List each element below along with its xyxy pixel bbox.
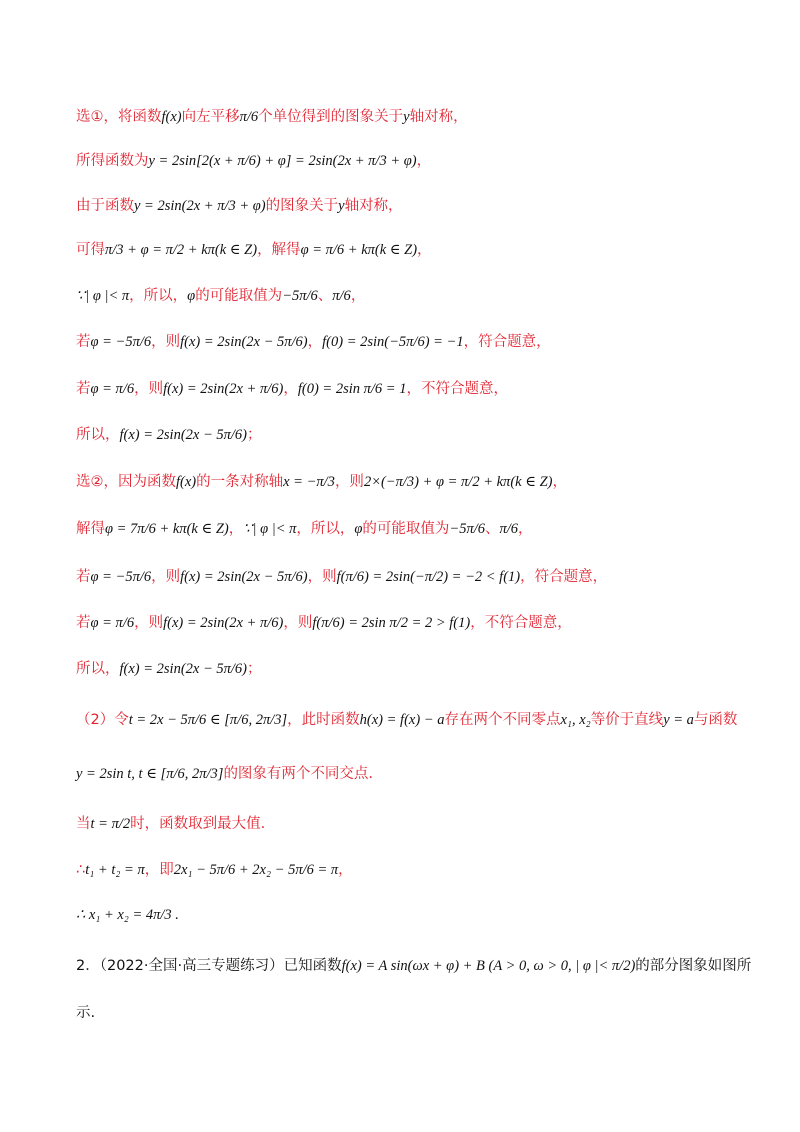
text-segment: ， [338,862,353,878]
text-segment: 示. [76,1005,96,1021]
text-segment: 、 [317,288,333,304]
math-expression: π/6 [499,521,519,537]
text-segment: ，则 [134,615,164,631]
math-expression: y [338,198,345,214]
text-segment: ， [416,153,432,169]
math-expression: f(x) [161,109,182,125]
math-expression: φ = 7π/6 + kπ(k ∈ Z) [105,521,229,537]
math-expression: t = 2x − 5π/6 ∈ [π/6, 2π/3] [128,712,288,728]
math-expression: ∴ x₁ + x₂ = 4π/3 . [76,907,179,923]
text-segment: （2）令 [76,712,129,728]
text-segment: ，则 [134,381,164,397]
text-segment: 所以， [76,661,120,677]
text-segment: 轴对称， [409,109,468,125]
text-segment: 所得函数为 [76,153,149,169]
text-segment: 的图象关于 [265,198,339,214]
text-segment: 当 [76,816,91,832]
text-line-12 [76,614,760,633]
text-segment: ，解得 [257,242,301,258]
text-segment: 的部分图象如图所 [635,958,752,974]
text-segment: ，不符合题意， [470,615,572,631]
text-segment: ， [283,381,298,397]
text-segment: 、 [485,521,500,537]
math-expression: π/3 + φ = π/2 + kπ(k ∈ Z) [105,242,258,258]
text-segment: 由于函数 [76,198,134,214]
text-segment: ； [247,661,262,677]
math-expression: y = a [663,712,694,728]
math-expression: h(x) = f(x) − a [359,712,445,728]
text-segment: ； [247,427,262,443]
math-expression: f(0) = 2sin(−5π/6) = −1 [322,334,464,350]
text-segment: 时，函数取到最大值. [130,816,266,832]
text-line-2 [76,152,760,171]
math-expression: y = 2sin[2(x + π/6) + φ] = 2sin(2x + π/3 + φ) [148,153,417,169]
math-expression: t₁ + t₂ = π [85,862,145,878]
text-segment: ，则 [307,569,337,585]
math-expression: f(x) = 2sin(2x − 5π/6) [180,569,308,585]
text-segment: 的图象有两个不同交点. [223,766,374,782]
text-line-1 [76,108,760,127]
text-segment: ，即 [144,862,174,878]
math-expression: f(x) = 2sin(2x − 5π/6) [119,661,247,677]
math-expression: f(x) [176,474,197,490]
text-segment: ， [307,334,323,350]
text-segment: 若 [76,569,91,585]
text-segment: ， [518,521,533,537]
text-line-8 [76,426,760,445]
text-segment: ，所以， [296,521,355,537]
text-line-19 [76,957,760,976]
math-expression: f(x) = 2sin(2x − 5π/6) [180,334,308,350]
text-line-11 [76,568,760,587]
math-expression: f(x) = A sin(ωx + φ) + B (A > 0, ω > 0, | φ |< π/2) [341,958,636,974]
math-expression: φ = −5π/6 [90,569,152,585]
text-segment: 解得 [76,521,105,537]
math-expression: ∵| φ |< π [243,521,297,537]
text-segment: 选②，因为函数 [76,474,176,490]
text-segment: ，则 [283,615,313,631]
text-line-7 [76,380,760,399]
text-segment: 的一条对称轴 [196,474,284,490]
text-segment: 轴对称， [344,198,403,214]
math-expression: φ [354,521,363,537]
text-segment: ，所以， [129,288,188,304]
math-expression: x₁, x₂ [560,712,591,728]
text-segment: 若 [76,381,91,397]
text-segment: 可得 [76,242,105,258]
text-segment: ∴ [76,862,86,878]
text-segment: ，则 [151,334,181,350]
text-segment: ，则 [151,569,181,585]
text-line-9 [76,473,760,492]
math-expression: φ [187,288,196,304]
text-segment: ，此时函数 [287,712,360,728]
text-line-3 [76,197,760,216]
text-segment: ，符合题意， [463,334,551,350]
text-segment: ， [350,288,366,304]
math-expression: π/6 [239,109,259,125]
text-segment: 2．（2022·全国·高三专题练习）已知函数 [76,958,342,974]
text-segment: 的可能取值为 [195,288,283,304]
text-line-14 [76,711,760,730]
text-segment: ， [417,242,432,258]
text-line-20 [76,1004,760,1023]
math-expression: φ = π/6 [90,381,135,397]
math-expression: f(π/6) = 2sin(−π/2) = −2 < f(1) [336,569,521,585]
text-segment: ， [228,521,244,537]
math-expression: −5π/6 [449,521,485,537]
math-expression: f(x) = 2sin(2x + π/6) [163,381,284,397]
text-segment: 若 [76,334,91,350]
text-segment: 个单位得到的图象关于 [258,109,404,125]
math-expression: 2x₁ − 5π/6 + 2x₂ − 5π/6 = π [173,862,339,878]
text-segment: 若 [76,615,91,631]
text-segment: ，符合题意， [520,569,608,585]
math-expression: f(x) = 2sin(2x + π/6) [163,615,284,631]
text-segment: ，则 [334,474,364,490]
math-expression: φ = π/6 [90,615,135,631]
text-line-4 [76,241,760,260]
text-line-6 [76,333,760,352]
math-expression: y = 2sin(2x + π/3 + φ) [134,198,266,214]
text-segment: ， [552,474,567,490]
math-expression: y [403,109,410,125]
text-segment: ，不符合题意， [406,381,508,397]
math-expression: f(π/6) = 2sin π/2 = 2 > f(1) [312,615,471,631]
math-expression: 2×(−π/3) + φ = π/2 + kπ(k ∈ Z) [363,474,553,490]
text-line-5 [76,287,760,306]
text-segment: 存在两个不同零点 [444,712,561,728]
math-expression: π/6 [332,288,351,304]
text-segment: 与函数 [693,712,738,728]
math-expression: f(x) = 2sin(2x − 5π/6) [119,427,247,443]
text-line-18 [76,906,760,925]
math-expression: f(0) = 2sin π/6 = 1 [297,381,407,397]
math-expression: −5π/6 [282,288,318,304]
text-line-15 [76,765,760,784]
text-line-10 [76,520,760,539]
text-segment: 所以， [76,427,120,443]
text-line-13 [76,660,760,679]
text-line-17 [76,861,760,880]
math-expression: ∵| φ |< π [76,288,130,304]
math-expression: y = 2sin t, t ∈ [π/6, 2π/3] [76,766,224,782]
text-segment: 向左平移 [181,109,240,125]
text-line-16 [76,815,760,834]
math-expression: φ = π/6 + kπ(k ∈ Z) [300,242,418,258]
text-segment: 等价于直线 [590,712,664,728]
text-segment: 的可能取值为 [362,521,450,537]
math-expression: x = −π/3 [283,474,335,490]
math-expression: t = π/2 [90,816,131,832]
text-segment: 选①，将函数 [76,109,162,125]
math-expression: φ = −5π/6 [90,334,152,350]
